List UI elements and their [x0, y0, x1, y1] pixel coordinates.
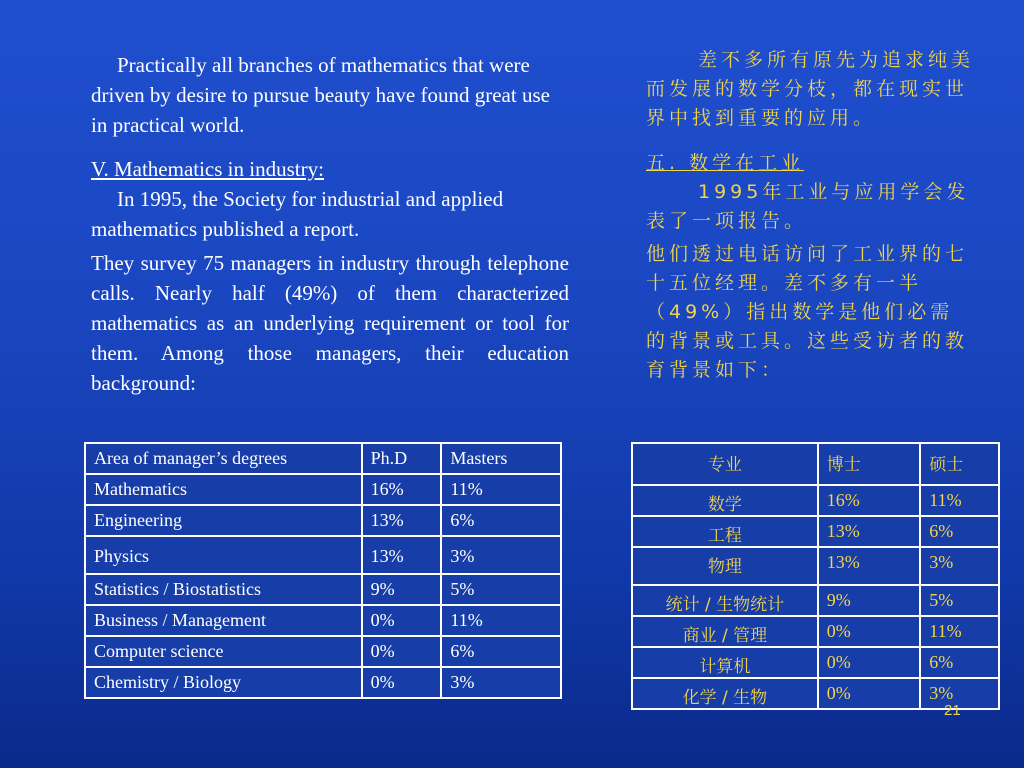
- chinese-degree-table: [631, 442, 1000, 710]
- header-cell: 专业: [632, 443, 818, 485]
- table-row: [85, 536, 561, 574]
- table-row: [85, 636, 561, 667]
- header-cell: Masters: [441, 443, 561, 474]
- english-intro: Practically all branches of mathematics that were driven by desire to pursue beauty have found great use in practical world.: [91, 53, 550, 137]
- table-cell: 0%: [362, 605, 442, 636]
- header-cell: 硕士: [920, 443, 999, 485]
- table-header-row: [85, 443, 561, 474]
- table-cell: 16%: [362, 474, 442, 505]
- table-cell: 9%: [818, 585, 921, 616]
- chinese-section-heading: 五. 数学在工业: [646, 152, 805, 174]
- table-cell: Statistics / Biostatistics: [85, 574, 362, 605]
- table-cell: 9%: [362, 574, 442, 605]
- table-row: [632, 616, 999, 647]
- table-cell: 计算机: [632, 647, 818, 678]
- table-cell: Mathematics: [85, 474, 362, 505]
- table-cell: 11%: [441, 605, 561, 636]
- table-cell: Business / Management: [85, 605, 362, 636]
- english-column: [91, 50, 569, 398]
- table-row: [632, 647, 999, 678]
- table-cell: 13%: [818, 516, 921, 547]
- table-row: [85, 574, 561, 605]
- table-cell: 0%: [818, 678, 921, 709]
- table-cell: 13%: [818, 547, 921, 585]
- header-cell: Area of manager’s degrees: [85, 443, 362, 474]
- table-cell: 6%: [920, 516, 999, 547]
- table-cell: 物理: [632, 547, 818, 585]
- table-cell: 3%: [441, 667, 561, 698]
- table-cell: 0%: [362, 667, 442, 698]
- table-header-row: [632, 443, 999, 485]
- table-cell: 0%: [818, 647, 921, 678]
- table-cell: 11%: [920, 485, 999, 516]
- table-row: [632, 585, 999, 616]
- table-cell: 化学 / 生物: [632, 678, 818, 709]
- chinese-survey: 他们透过电话访问了工业界的七十五位经理。差不多有一半（49%）指出数学是他们必需的背景或工具。这些受访者的教育背景如下：: [646, 243, 969, 381]
- page-number: 21: [944, 702, 961, 719]
- table-cell: 11%: [920, 616, 999, 647]
- table-row: [85, 605, 561, 636]
- table-cell: 16%: [818, 485, 921, 516]
- table-cell: 0%: [362, 636, 442, 667]
- chinese-report: 1995年工业与应用学会发表了一项报告。: [646, 181, 970, 232]
- english-degree-table: [84, 442, 562, 699]
- table-cell: 3%: [920, 678, 999, 709]
- table-cell: Chemistry / Biology: [85, 667, 362, 698]
- table-cell: 11%: [441, 474, 561, 505]
- table-row: [85, 667, 561, 698]
- english-survey: They survey 75 managers in industry through telephone calls. Nearly half (49%) of them characterized mathematics as an underlying requirement or tool for them. Among those managers, their education background:: [91, 251, 569, 395]
- table-cell: Computer science: [85, 636, 362, 667]
- table-cell: 工程: [632, 516, 818, 547]
- table-cell: 6%: [441, 505, 561, 536]
- table-cell: Physics: [85, 536, 362, 574]
- table-cell: 0%: [818, 616, 921, 647]
- table-cell: 5%: [441, 574, 561, 605]
- table-cell: 6%: [441, 636, 561, 667]
- table-row: [85, 474, 561, 505]
- english-report: In 1995, the Society for industrial and applied mathematics published a report.: [91, 187, 504, 241]
- table-row: [85, 505, 561, 536]
- table-cell: 商业 / 管理: [632, 616, 818, 647]
- table-cell: 13%: [362, 505, 442, 536]
- chinese-column: [646, 46, 976, 385]
- table-cell: 13%: [362, 536, 442, 574]
- table-cell: Engineering: [85, 505, 362, 536]
- table-cell: 数学: [632, 485, 818, 516]
- table-cell: 6%: [920, 647, 999, 678]
- table-row: [632, 547, 999, 585]
- table-row: [632, 516, 999, 547]
- header-cell: Ph.D: [362, 443, 442, 474]
- table-row: [632, 485, 999, 516]
- english-section-heading: V. Mathematics in industry:: [91, 157, 324, 181]
- header-cell: 博士: [818, 443, 921, 485]
- table-cell: 3%: [920, 547, 999, 585]
- chinese-intro: 差不多所有原先为追求纯美而发展的数学分枝，都在现实世界中找到重要的应用。: [646, 49, 975, 129]
- table-cell: 统计 / 生物统计: [632, 585, 818, 616]
- table-cell: 3%: [441, 536, 561, 574]
- table-cell: 5%: [920, 585, 999, 616]
